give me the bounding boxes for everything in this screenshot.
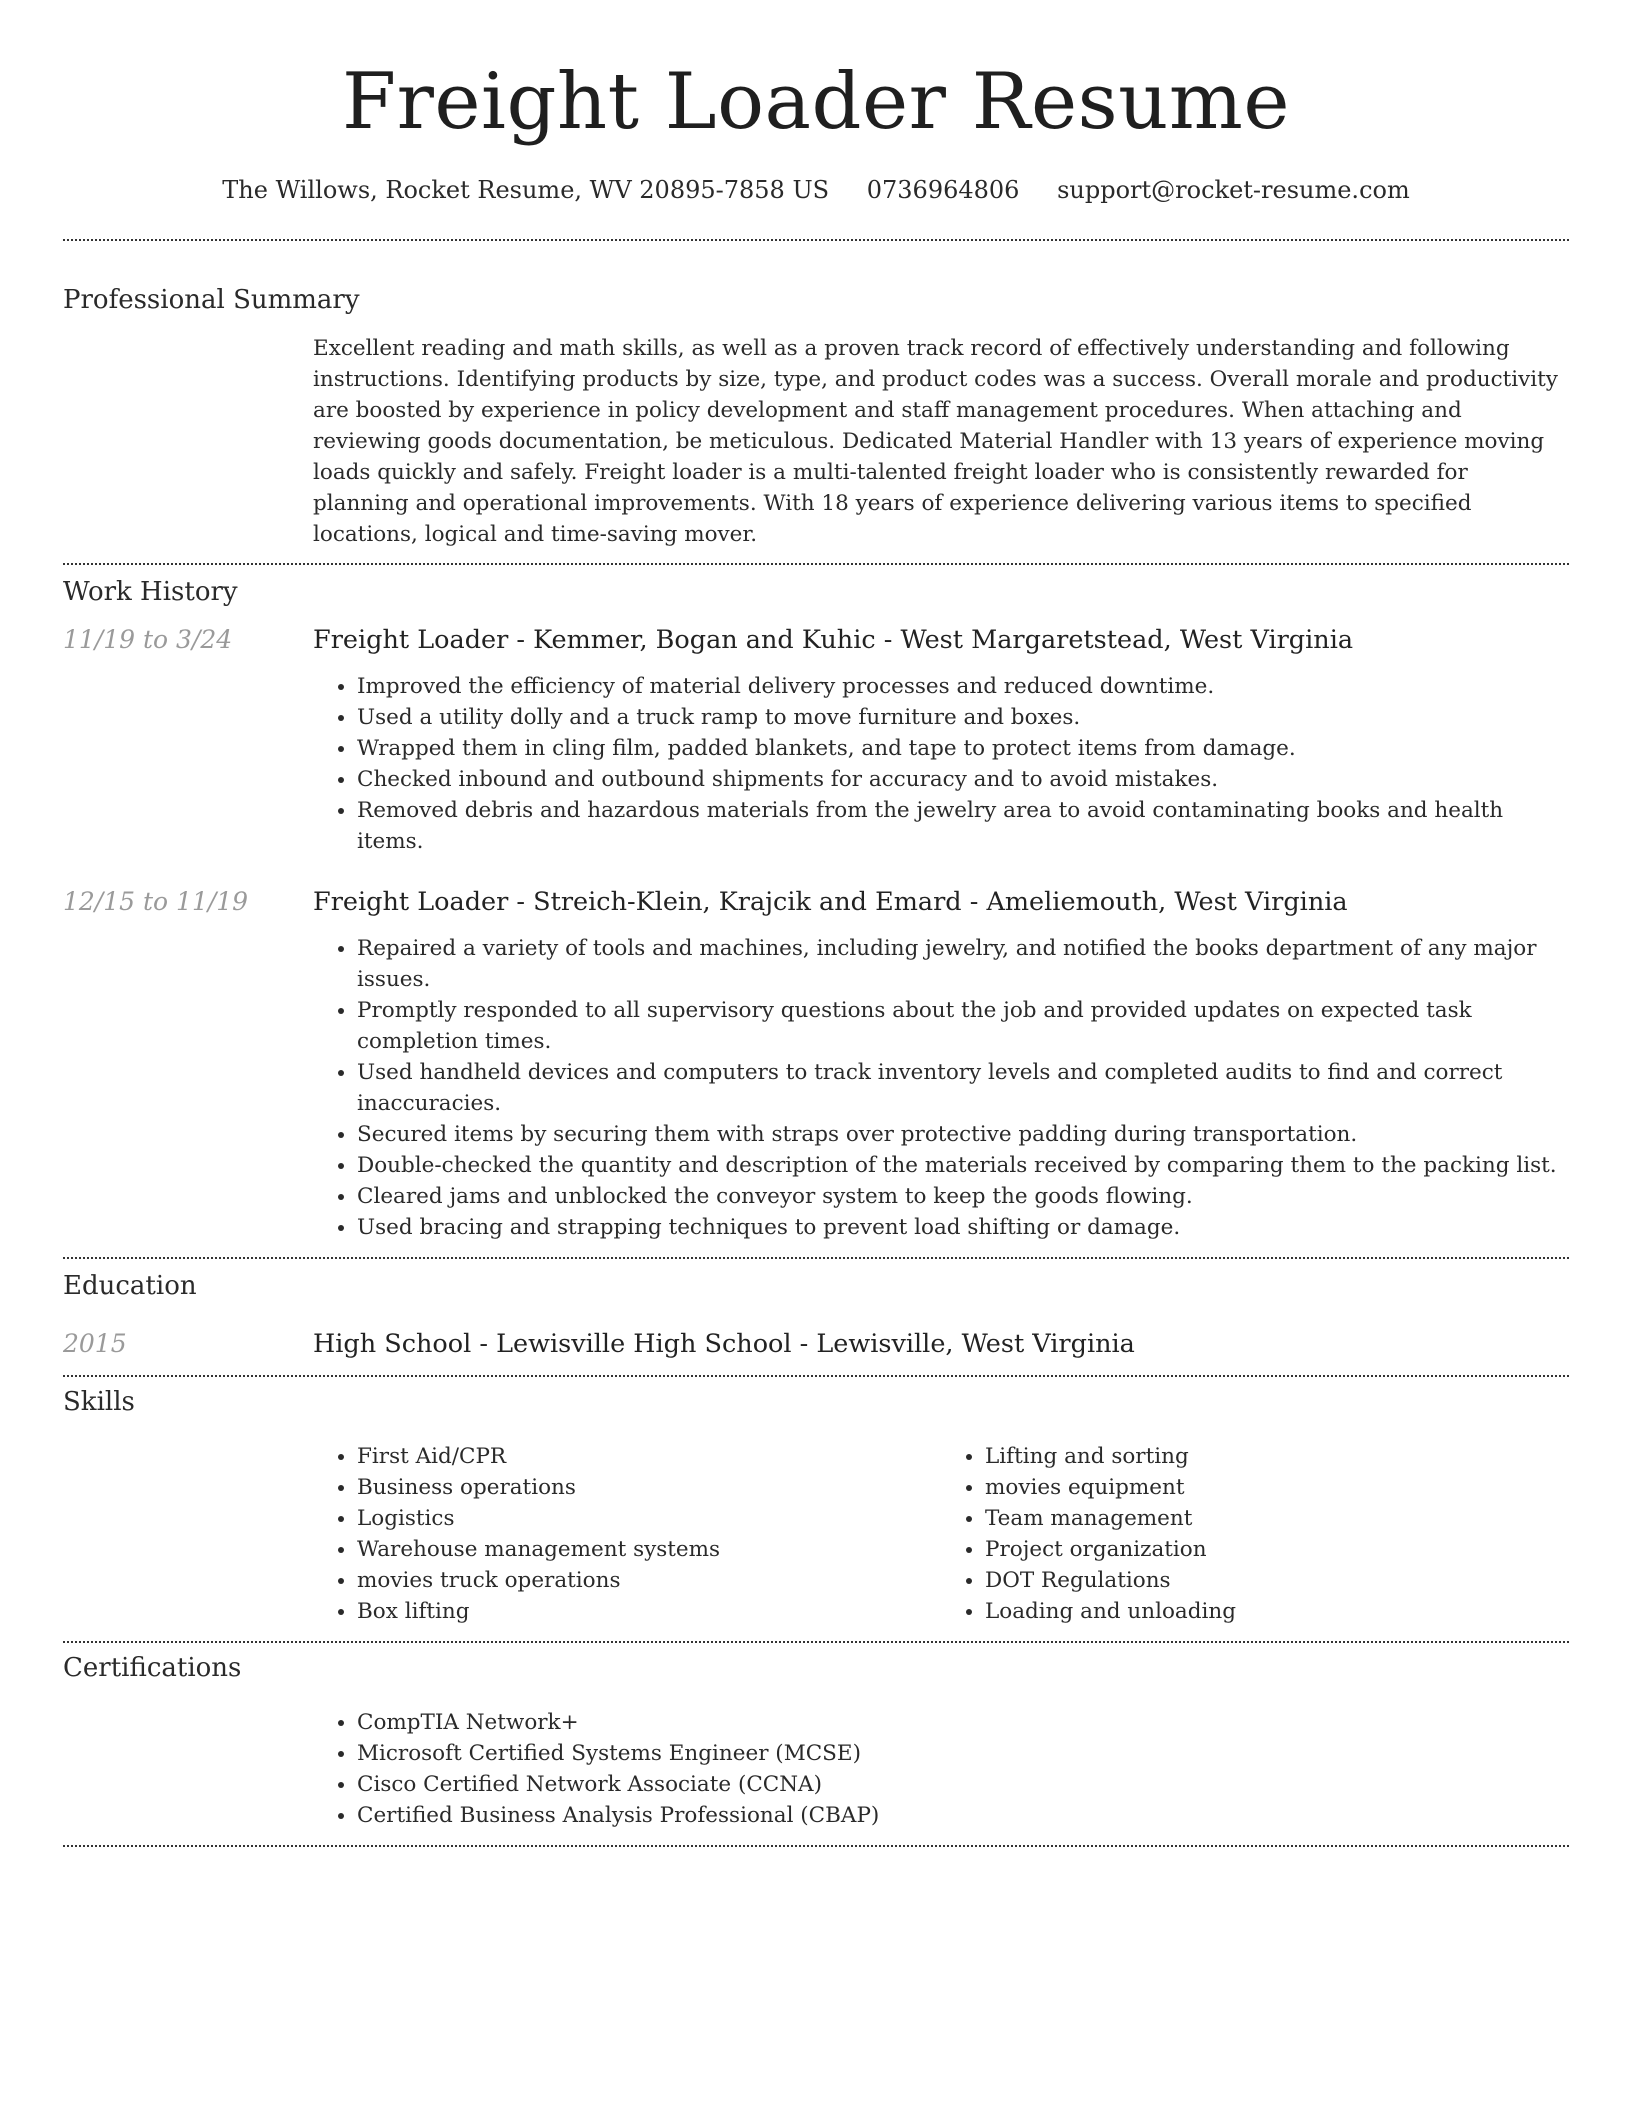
skill-item: • Warehouse management systems xyxy=(357,1534,941,1565)
certification-item: • Cisco Certified Network Associate (CCNA) xyxy=(357,1769,1569,1800)
skills-list-right xyxy=(941,1441,1569,1627)
skill-item: • Business operations xyxy=(357,1472,941,1503)
section-title-education: Education xyxy=(63,1271,197,1301)
skill-item: • Box lifting xyxy=(357,1596,941,1627)
section-title-summary: Professional Summary xyxy=(63,285,360,315)
skill-item: • DOT Regulations xyxy=(985,1565,1569,1596)
contact-line xyxy=(63,174,1569,206)
skills-spacer xyxy=(63,1441,313,1627)
skill-item: • movies truck operations xyxy=(357,1565,941,1596)
certifications-list xyxy=(313,1707,1569,1831)
section-title-skills: Skills xyxy=(63,1387,135,1417)
divider xyxy=(63,1375,1569,1377)
list-item: • Checked inbound and outbound shipments for accuracy and to avoid mistakes. xyxy=(357,764,1569,795)
list-item: • Promptly responded to all supervisory questions about the job and provided updates on expected task completion times. xyxy=(357,995,1569,1057)
skill-item: • movies equipment xyxy=(985,1472,1569,1503)
address: The Willows, Rocket Resume, WV 20895-7858 US xyxy=(222,176,830,204)
list-item: • Secured items by securing them with straps over protective padding during transportation. xyxy=(357,1119,1569,1150)
summary-text: Excellent reading and math skills, as well as a proven track record of effectively understanding and following instructions. Identifying products by size, type, and product codes was a success. Overall morale and productivity are boosted by experience in policy development and staff management procedures. When attaching and reviewing goods documentation, be meticulous. Dedicated Material Handler with 13 years of experience moving loads quickly and safely. Freight loader is a multi-talented freight loader who is consistently rewarded for planning and operational improvements. With 18 years of experience delivering various items to specified locations, logical and time-saving mover. xyxy=(313,336,1558,547)
job-dates: 12/15 to 11/19 xyxy=(63,887,249,916)
skill-item: • Team management xyxy=(985,1503,1569,1534)
list-item: • Used bracing and strapping techniques to prevent load shifting or damage. xyxy=(357,1212,1569,1243)
summary-row xyxy=(63,333,1569,550)
skill-item: • Loading and unloading xyxy=(985,1596,1569,1627)
skills-row xyxy=(63,1441,1569,1627)
certification-item: • Microsoft Certified Systems Engineer (MCSE) xyxy=(357,1738,1569,1769)
list-item: • Repaired a variety of tools and machines, including jewelry, and notified the books department of any major issues. xyxy=(357,933,1569,995)
job-dates: 11/19 to 3/24 xyxy=(63,625,233,654)
list-item: • Used a utility dolly and a truck ramp to move furniture and boxes. xyxy=(357,702,1569,733)
email: support@rocket-resume.com xyxy=(1057,176,1410,204)
education-year: 2015 xyxy=(63,1329,127,1358)
skill-item: • Logistics xyxy=(357,1503,941,1534)
phone: 0736964806 xyxy=(866,176,1020,204)
job-entry xyxy=(63,885,1569,1243)
skills-list-left xyxy=(313,1441,941,1627)
certifications-spacer xyxy=(63,1707,313,1831)
education-heading: High School - Lewisville High School - Lewisville, West Virginia xyxy=(313,1329,1135,1359)
skill-item: • First Aid/CPR xyxy=(357,1441,941,1472)
education-entry xyxy=(63,1327,1569,1361)
summary-spacer xyxy=(63,333,313,550)
skill-item: • Project organization xyxy=(985,1534,1569,1565)
section-title-certifications: Certifications xyxy=(63,1653,242,1683)
list-item: • Improved the efficiency of material delivery processes and reduced downtime. xyxy=(357,671,1569,702)
job-heading: Freight Loader - Kemmer, Bogan and Kuhic - West Margaretstead, West Virginia xyxy=(313,625,1354,655)
job-entry xyxy=(63,623,1569,857)
list-item: • Wrapped them in cling film, padded blankets, and tape to protect items from damage. xyxy=(357,733,1569,764)
divider xyxy=(63,1845,1569,1847)
job-bullets xyxy=(313,671,1569,857)
list-item: • Used handheld devices and computers to track inventory levels and completed audits to find and correct inaccuracies. xyxy=(357,1057,1569,1119)
section-title-work: Work History xyxy=(63,577,238,607)
certifications-row xyxy=(63,1707,1569,1831)
divider xyxy=(63,1257,1569,1259)
job-heading: Freight Loader - Streich-Klein, Krajcik and Emard - Ameliemouth, West Virginia xyxy=(313,887,1348,917)
list-item: • Cleared jams and unblocked the conveyor system to keep the goods flowing. xyxy=(357,1181,1569,1212)
list-item: • Removed debris and hazardous materials from the jewelry area to avoid contaminating books and health items. xyxy=(357,795,1569,857)
skill-item: • Lifting and sorting xyxy=(985,1441,1569,1472)
divider xyxy=(63,239,1569,241)
divider xyxy=(63,563,1569,565)
resume-title: Freight Loader Resume xyxy=(341,57,1291,147)
certification-item: • CompTIA Network+ xyxy=(357,1707,1569,1738)
certification-item: • Certified Business Analysis Professional (CBAP) xyxy=(357,1800,1569,1831)
divider xyxy=(63,1641,1569,1643)
list-item: • Double-checked the quantity and description of the materials received by comparing them to the packing list. xyxy=(357,1150,1569,1181)
job-bullets xyxy=(313,933,1569,1243)
